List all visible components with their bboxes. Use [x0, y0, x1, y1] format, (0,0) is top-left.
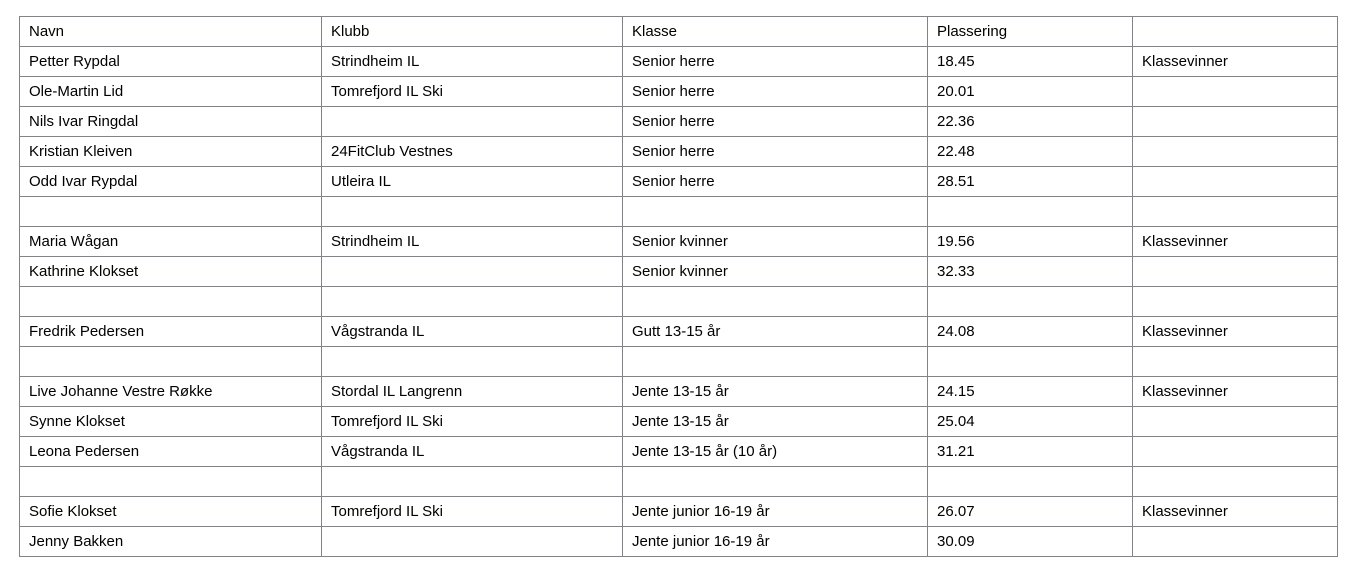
table-cell: Tomrefjord IL Ski: [322, 407, 623, 437]
table-cell: Maria Wågan: [20, 227, 322, 257]
table-cell: Fredrik Pedersen: [20, 317, 322, 347]
table-row-empty: [20, 197, 1338, 227]
table-cell: [322, 527, 623, 557]
table-cell: Senior herre: [623, 47, 928, 77]
table-cell: 28.51: [928, 167, 1133, 197]
table-cell: Jente 13-15 år: [623, 407, 928, 437]
table-cell: Senior herre: [623, 137, 928, 167]
column-header-navn: Navn: [20, 17, 322, 47]
table-cell: Klassevinner: [1133, 497, 1338, 527]
column-header-plassering: Plassering: [928, 17, 1133, 47]
table-cell: [623, 197, 928, 227]
table-row: [20, 317, 1338, 347]
table-cell: [1133, 167, 1338, 197]
table-cell: [1133, 437, 1338, 467]
table-row: [20, 377, 1338, 407]
table-row: [20, 167, 1338, 197]
table-row: [20, 527, 1338, 557]
table-row: [20, 77, 1338, 107]
table-cell: Vågstranda IL: [322, 317, 623, 347]
table-cell: [928, 347, 1133, 377]
table-cell: Nils Ivar Ringdal: [20, 107, 322, 137]
table-cell: Klassevinner: [1133, 227, 1338, 257]
table-cell: Kristian Kleiven: [20, 137, 322, 167]
table-cell: Klassevinner: [1133, 317, 1338, 347]
table-cell: [1133, 137, 1338, 167]
table-cell: [1133, 77, 1338, 107]
table-cell: [1133, 527, 1338, 557]
table-cell: [1133, 467, 1338, 497]
table-cell: Kathrine Klokset: [20, 257, 322, 287]
table-cell: 24.15: [928, 377, 1133, 407]
table-row: [20, 497, 1338, 527]
table-cell: Tomrefjord IL Ski: [322, 77, 623, 107]
table-cell: Jente junior 16-19 år: [623, 527, 928, 557]
table-cell: [322, 197, 623, 227]
table-cell: Klassevinner: [1133, 377, 1338, 407]
table-cell: 20.01: [928, 77, 1133, 107]
table-row: [20, 407, 1338, 437]
column-header-klasse: Klasse: [623, 17, 928, 47]
table-cell: Klassevinner: [1133, 47, 1338, 77]
table-cell: [928, 467, 1133, 497]
table-cell: Synne Klokset: [20, 407, 322, 437]
table-row: [20, 437, 1338, 467]
table-cell: 32.33: [928, 257, 1133, 287]
table-cell: [322, 287, 623, 317]
results-table: [19, 16, 1338, 557]
table-cell: [322, 107, 623, 137]
table-cell: Senior herre: [623, 77, 928, 107]
table-cell: [1133, 287, 1338, 317]
table-cell: [623, 347, 928, 377]
table-cell: 26.07: [928, 497, 1133, 527]
table-cell: [322, 257, 623, 287]
table-cell: Leona Pedersen: [20, 437, 322, 467]
table-cell: Gutt 13-15 år: [623, 317, 928, 347]
table-cell: [1133, 197, 1338, 227]
table-cell: Utleira IL: [322, 167, 623, 197]
table-cell: 24.08: [928, 317, 1133, 347]
table-cell: 30.09: [928, 527, 1133, 557]
table-row: [20, 107, 1338, 137]
results-table-container: [19, 16, 1338, 557]
table-cell: 22.48: [928, 137, 1133, 167]
table-cell: Senior kvinner: [623, 227, 928, 257]
table-cell: 22.36: [928, 107, 1133, 137]
table-row-empty: [20, 467, 1338, 497]
table-cell: [20, 287, 322, 317]
table-cell: Jenny Bakken: [20, 527, 322, 557]
table-cell: Stordal IL Langrenn: [322, 377, 623, 407]
table-cell: Tomrefjord IL Ski: [322, 497, 623, 527]
table-cell: [1133, 257, 1338, 287]
table-cell: [322, 467, 623, 497]
table-cell: Strindheim IL: [322, 47, 623, 77]
table-cell: Senior herre: [623, 107, 928, 137]
table-cell: Jente 13-15 år: [623, 377, 928, 407]
table-cell: [928, 287, 1133, 317]
table-cell: 31.21: [928, 437, 1133, 467]
table-cell: [1133, 107, 1338, 137]
table-cell: 19.56: [928, 227, 1133, 257]
column-header-extra: [1133, 17, 1338, 47]
table-cell: Strindheim IL: [322, 227, 623, 257]
table-row: [20, 257, 1338, 287]
table-cell: [20, 197, 322, 227]
table-row: [20, 137, 1338, 167]
table-cell: Petter Rypdal: [20, 47, 322, 77]
table-cell: [1133, 407, 1338, 437]
table-cell: Senior kvinner: [623, 257, 928, 287]
table-body: [20, 47, 1338, 557]
table-cell: Live Johanne Vestre Røkke: [20, 377, 322, 407]
table-cell: Sofie Klokset: [20, 497, 322, 527]
table-cell: 24FitClub Vestnes: [322, 137, 623, 167]
table-cell: Ole-Martin Lid: [20, 77, 322, 107]
table-cell: Vågstranda IL: [322, 437, 623, 467]
table-header-row: [20, 17, 1338, 47]
table-cell: [928, 197, 1133, 227]
table-cell: Senior herre: [623, 167, 928, 197]
table-cell: 18.45: [928, 47, 1133, 77]
table-cell: [20, 467, 322, 497]
table-cell: Jente 13-15 år (10 år): [623, 437, 928, 467]
table-row: [20, 227, 1338, 257]
table-cell: [623, 467, 928, 497]
table-cell: 25.04: [928, 407, 1133, 437]
table-cell: Odd Ivar Rypdal: [20, 167, 322, 197]
table-cell: [322, 347, 623, 377]
table-row-empty: [20, 287, 1338, 317]
table-cell: [1133, 347, 1338, 377]
table-cell: Jente junior 16-19 år: [623, 497, 928, 527]
table-row-empty: [20, 347, 1338, 377]
column-header-klubb: Klubb: [322, 17, 623, 47]
table-row: [20, 47, 1338, 77]
table-cell: [20, 347, 322, 377]
table-cell: [623, 287, 928, 317]
